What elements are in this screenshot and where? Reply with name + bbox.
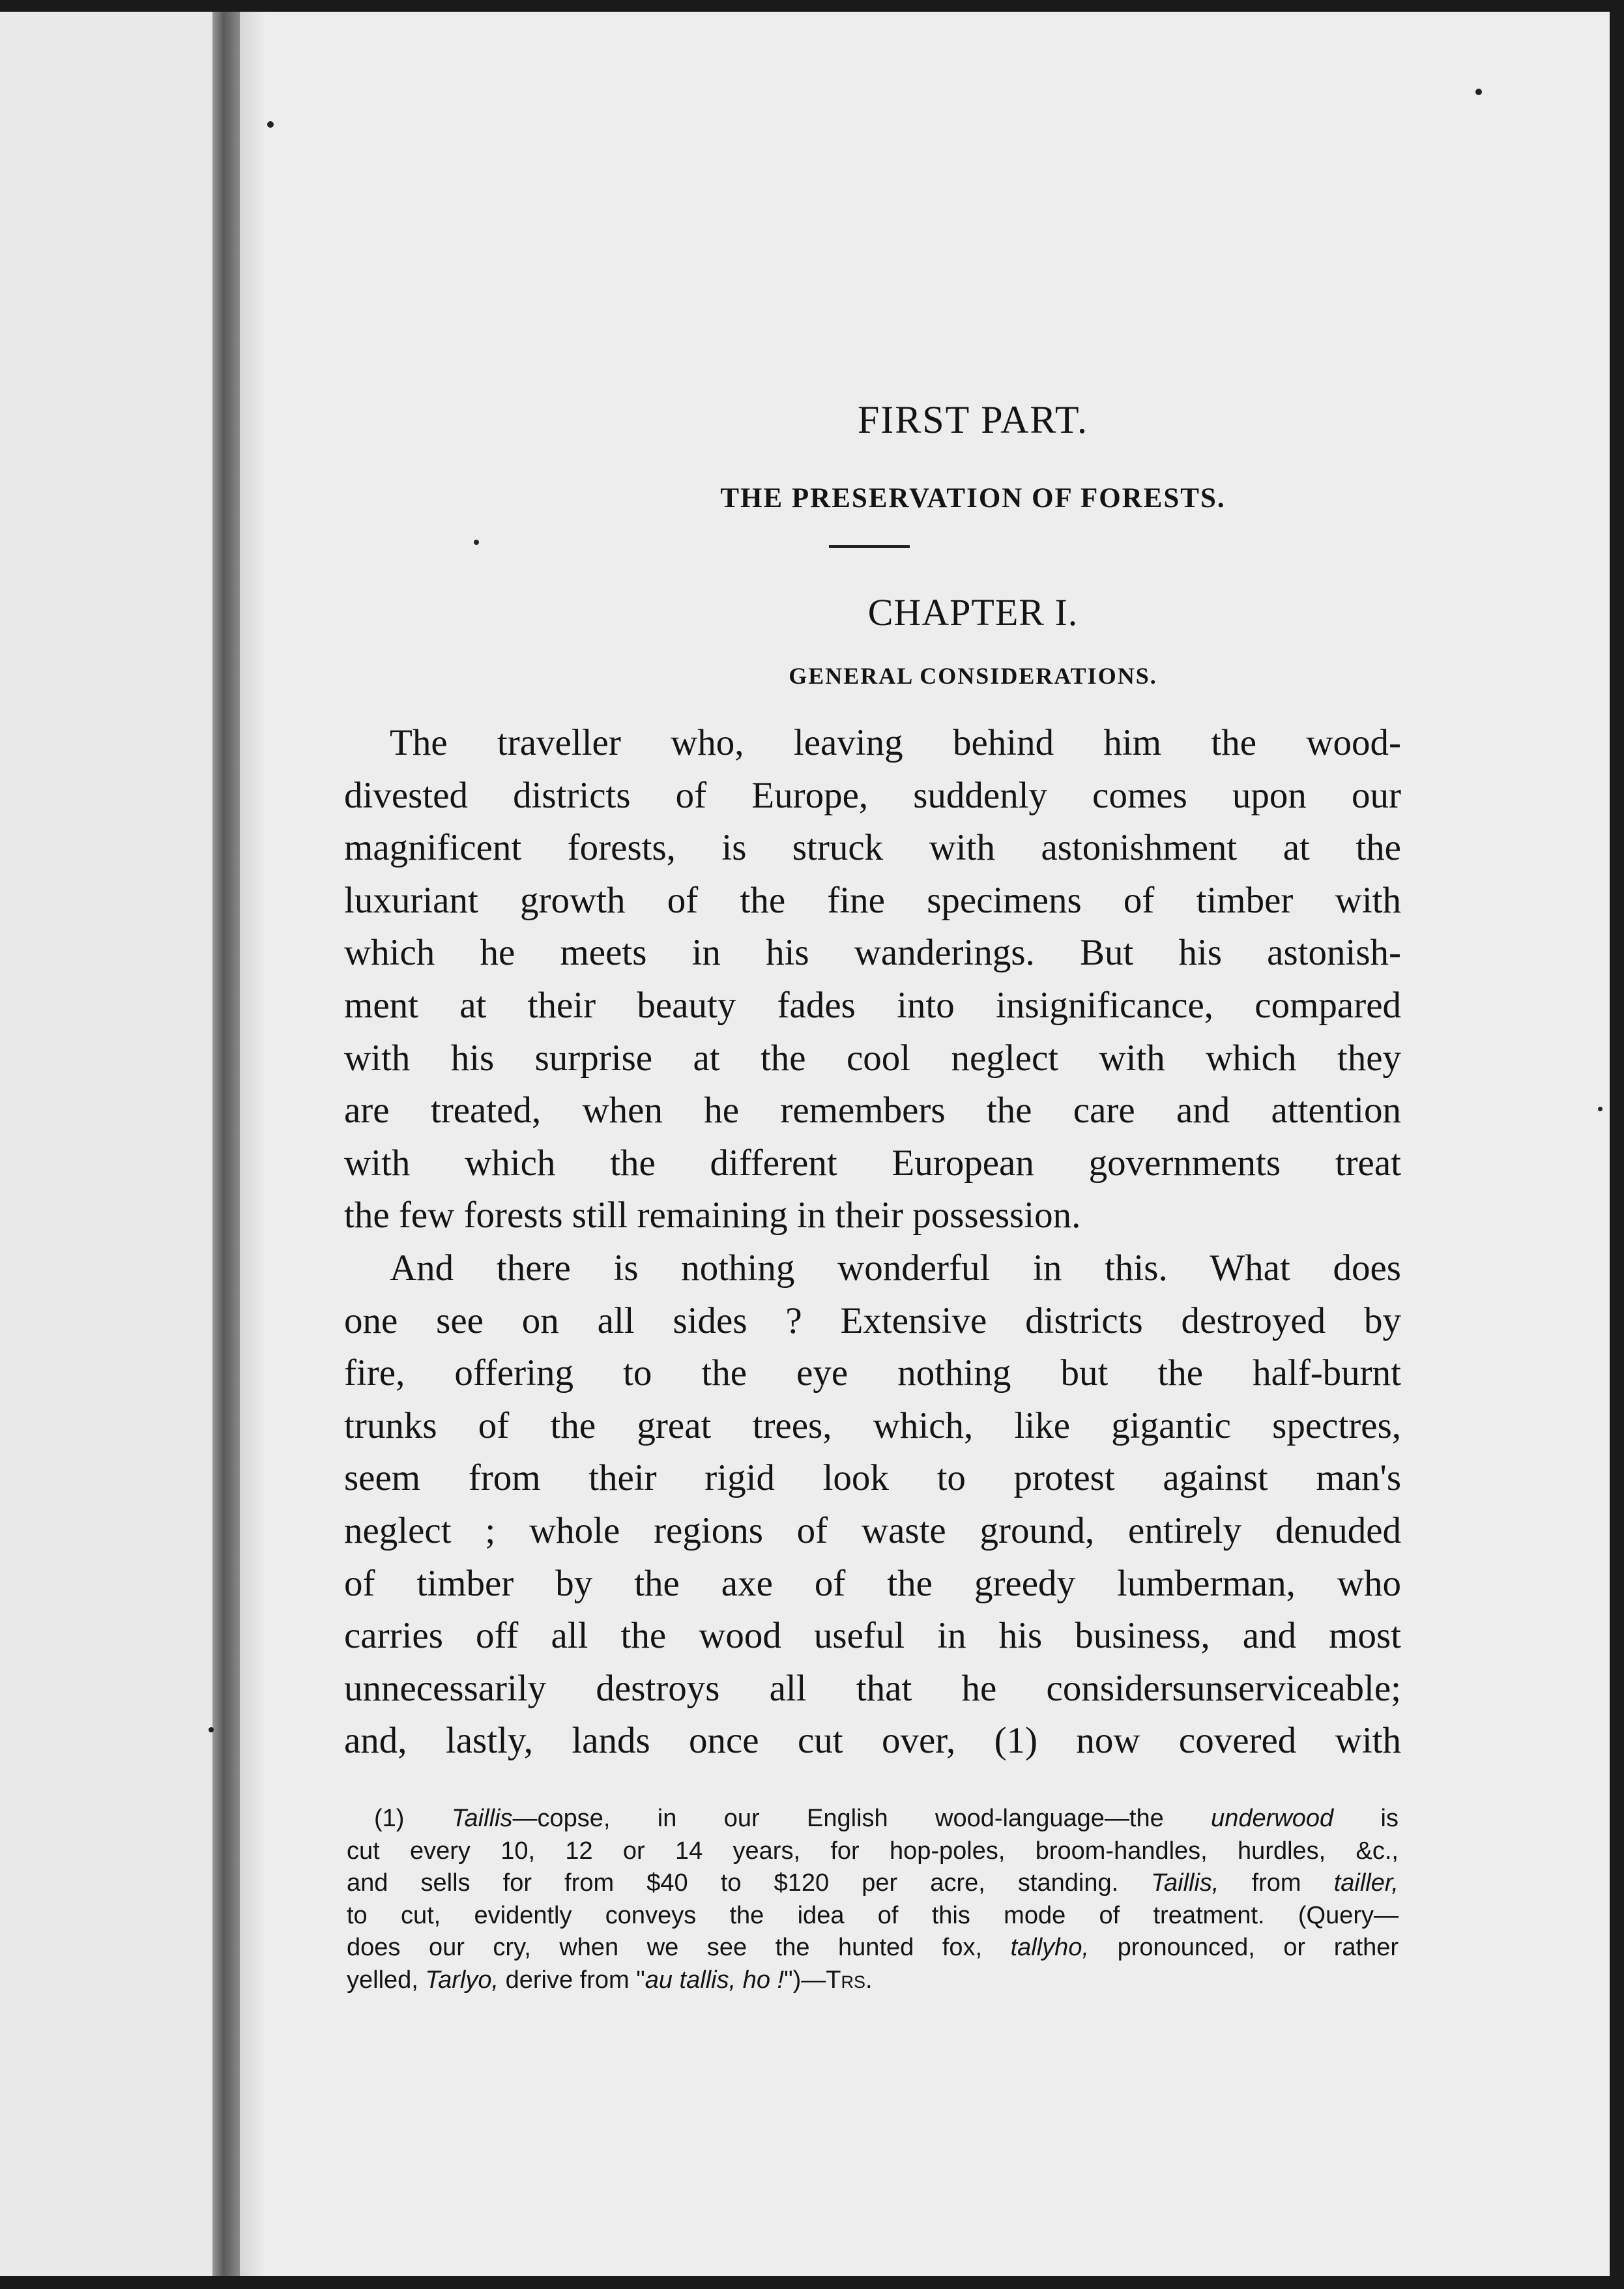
text-line: of timber by the axe of the greedy lumberman, who	[344, 1562, 1401, 1604]
left-page-edge	[0, 12, 215, 2276]
text-line: neglect ; whole regions of waste ground, entirely denuded	[344, 1509, 1401, 1551]
text-line: which he meets in his wanderings. But his astonish-	[344, 932, 1401, 974]
text-line: divested districts of Europe, suddenly comes upon our	[344, 774, 1401, 816]
part-subtitle: THE PRESERVATION OF FORESTS.	[720, 483, 1226, 514]
footnote-line	[347, 1964, 1399, 1997]
footnote-text: and sells for from $40 to $120 per acre, standing.	[347, 1869, 1119, 1897]
footnote-text: is	[1380, 1805, 1399, 1832]
footnote-text: —copse, in our English wood-language—the	[512, 1805, 1164, 1832]
footnote-term: Taillis	[451, 1805, 513, 1832]
footnote-italic: Tarlyo,	[425, 1966, 499, 1994]
footnote-text: does our cry, when we see the hunted fox,	[347, 1934, 983, 1961]
footnote-text: derive from "	[505, 1966, 645, 1994]
footnote-line: cut every 10, 12 or 14 years, for hop-poles, broom-handles, hurdles, &c.,	[347, 1837, 1399, 1865]
text-line: with which the different European governments treat	[344, 1142, 1401, 1184]
scan-speck	[474, 540, 479, 545]
part-title: FIRST PART.	[857, 398, 1089, 441]
gutter-shadow	[240, 12, 266, 2276]
footnote	[347, 1803, 1399, 1996]
footnote-line	[347, 1932, 1399, 1964]
right-page	[266, 12, 1610, 2276]
footnote-text: from	[1251, 1869, 1301, 1897]
footnote-line	[347, 1867, 1399, 1900]
text-line: seem from their rigid look to protest against man's	[344, 1457, 1401, 1499]
text-line: And there is nothing wonderful in this. What does	[390, 1247, 1401, 1289]
text-line: carries off all the wood useful in his business, and most	[344, 1615, 1401, 1657]
footnote-italic: tallyho,	[1010, 1934, 1090, 1961]
scanned-page-spread	[0, 12, 1610, 2276]
scan-speck	[267, 121, 274, 128]
scan-speck	[209, 1727, 214, 1732]
text-line: unnecessarily destroys all that he considersunserviceable;	[344, 1667, 1401, 1709]
text-line: magnificent forests, is struck with astonishment at the	[344, 827, 1401, 869]
text-line: fire, offering to the eye nothing but the half-burnt	[344, 1352, 1401, 1394]
footnote-text: pronounced, or rather	[1117, 1934, 1399, 1961]
body-text	[344, 717, 1401, 1768]
chapter-subtitle: GENERAL CONSIDERATIONS.	[789, 663, 1157, 689]
scan-speck	[1598, 1107, 1602, 1111]
footnote-italic: au tallis, ho !	[645, 1966, 785, 1994]
text-line: one see on all sides ? Extensive districts destroyed by	[344, 1300, 1401, 1341]
footnote-marker: (1)	[374, 1805, 405, 1832]
book-gutter	[212, 12, 240, 2276]
text-line: The traveller who, leaving behind him the wood-	[390, 722, 1401, 763]
text-line: the few forests still remaining in their possession.	[344, 1195, 1081, 1236]
footnote-italic: underwood	[1211, 1805, 1334, 1832]
footnote-line	[347, 1803, 1399, 1835]
scan-speck	[1475, 89, 1482, 95]
footnote-italic: tailler,	[1333, 1869, 1399, 1897]
text-line: ment at their beauty fades into insignificance, compared	[344, 984, 1401, 1026]
text-line: are treated, when he remembers the care and attention	[344, 1090, 1401, 1131]
section-rule	[829, 545, 910, 548]
footnote-text: yelled,	[347, 1966, 418, 1994]
footnote-signature: Trs.	[826, 1966, 873, 1994]
footnote-italic: Taillis,	[1151, 1869, 1219, 1897]
text-line: with his surprise at the cool neglect with which they	[344, 1037, 1401, 1079]
footnote-line: to cut, evidently conveys the idea of this mode of treatment. (Query—	[347, 1901, 1399, 1929]
chapter-title: CHAPTER I.	[867, 591, 1079, 634]
text-line: luxuriant growth of the fine specimens of timber with	[344, 879, 1401, 921]
text-line: and, lastly, lands once cut over, (1) now covered with	[344, 1720, 1401, 1762]
text-line: trunks of the great trees, which, like gigantic spectres,	[344, 1405, 1401, 1446]
footnote-text: ")—	[784, 1966, 826, 1994]
